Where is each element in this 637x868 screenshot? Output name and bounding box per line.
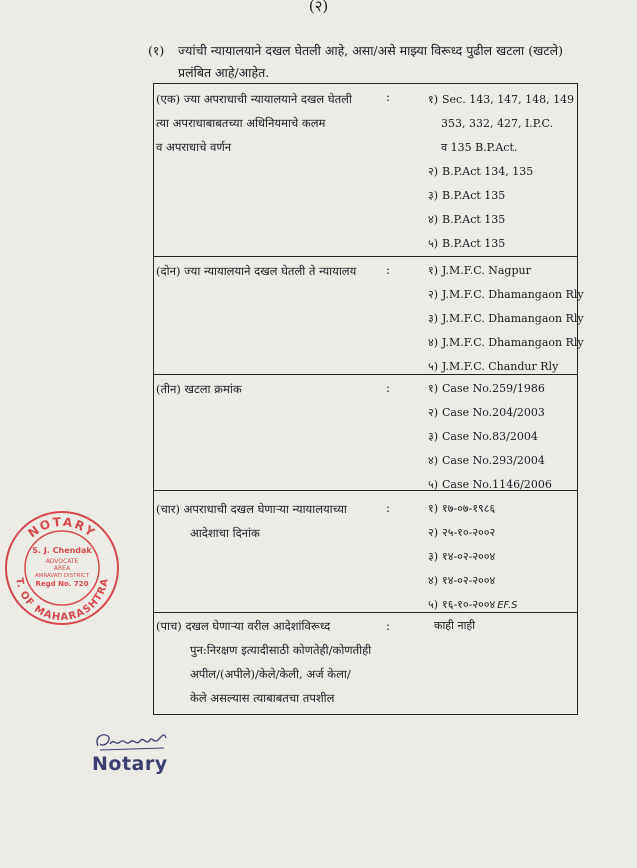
label-line: अपील/(अपीले)/केले/केली, अर्ज केला/: [190, 667, 351, 681]
intro-line-1: ज्यांची न्यायालयाने दखल घेतली आहे, असा/असे माझ्या विरूध्द पुढील खटला (खटले): [178, 43, 563, 58]
list-item: ३) १४-०२-२००४: [427, 550, 496, 563]
stamp-top-text: NOTARY: [25, 514, 99, 541]
section-appeal: [154, 612, 577, 716]
list-item: १) J.M.F.C. Nagpur: [427, 264, 531, 277]
label-line: केले असल्यास त्याबाबतचा तपशील: [190, 691, 335, 705]
section-label: [156, 377, 242, 401]
label-line: त्या अपराधाबाबतच्या अधिनियमाचे कलम: [156, 116, 326, 130]
label-line: (एक) ज्या अपराधाची न्यायालयाने दखल घेतली: [156, 92, 352, 106]
list-item: २) २५-१०-२००२: [427, 526, 496, 539]
list-item: २) Case No.204/2003: [427, 406, 545, 419]
section-items: [416, 259, 584, 379]
notary-label: Notary: [92, 753, 168, 775]
list-item: काही नाही: [434, 619, 476, 632]
list-item: २) B.P.Act 134, 135: [427, 165, 534, 178]
stamp-bottom-text: T. OF MAHARASHTRA: [13, 576, 111, 624]
case-details-table: [153, 83, 584, 715]
section-items: [434, 614, 475, 638]
section-items: [416, 88, 574, 256]
stamp-line2: ADVOCATE: [45, 558, 79, 565]
label-line: (पाच) दखल घेणाऱ्या वरील आदेशांविरूध्द: [156, 619, 331, 633]
section-label: [156, 497, 347, 545]
section-order-date: [154, 490, 577, 612]
section-court: [154, 256, 584, 374]
list-item: ५) १६-१०-२००४ EF.S: [427, 598, 518, 611]
stamp-line3: AREA: [53, 565, 71, 572]
colon: :: [386, 619, 391, 633]
colon: :: [386, 90, 391, 104]
list-item: व 135 B.P.Act.: [441, 141, 518, 154]
list-item: २) J.M.F.C. Dhamangaon Rly: [427, 288, 584, 301]
stamp-line4: AMRAVATI DISTRICT: [34, 573, 90, 579]
list-item: ३) J.M.F.C. Dhamangaon Rly: [427, 312, 584, 325]
notary-stamp: [2, 508, 122, 628]
list-item: ३) B.P.Act 135: [427, 189, 506, 202]
list-item: ३) Case No.83/2004: [427, 430, 538, 443]
section-offence: [154, 84, 577, 256]
stamp-name: S. J. Chendak: [32, 546, 92, 555]
list-item: ५) B.P.Act 135: [427, 237, 506, 250]
section-label: [156, 259, 356, 283]
list-item: ४) १४-०२-२००४: [427, 574, 496, 587]
list-item: १) Case No.259/1986: [427, 382, 545, 395]
list-item: ४) Case No.293/2004: [427, 454, 545, 467]
list-item: १) १७-०७-१९८६: [427, 502, 496, 515]
colon: :: [386, 381, 391, 395]
list-item: ५) J.M.F.C. Chandur Rly: [427, 360, 559, 373]
list-item: ४) B.P.Act 135: [427, 213, 506, 226]
label-line: (तीन) खटला क्रमांक: [156, 382, 242, 396]
page-number: (२): [308, 0, 329, 15]
section-case-number: [154, 374, 577, 490]
label-line: (दोन) ज्या न्यायालयाने दखल घेतली ते न्यायालय: [156, 264, 357, 278]
intro-line-2: प्रलंबित आहे/आहेत.: [178, 65, 270, 80]
label-line: व अपराधाचे वर्णन: [156, 140, 232, 154]
section-items: [416, 377, 552, 497]
colon: :: [386, 263, 391, 277]
section-items: [416, 497, 518, 618]
list-item: १) Sec. 143, 147, 148, 149: [427, 93, 575, 106]
stamp-reg: Regd No. 720: [35, 580, 89, 588]
label-line: आदेशाचा दिनांक: [190, 526, 260, 540]
label-line: पुन:निरक्षण इत्यादीसाठी कोणतेही/कोणतीही: [190, 643, 372, 657]
handwritten-initials: EF.S: [497, 600, 518, 611]
section-label: [156, 614, 371, 710]
list-item: ४) J.M.F.C. Dhamangaon Rly: [427, 336, 584, 349]
colon: :: [386, 501, 391, 515]
label-line: (चार) अपराधाची दखल घेणाऱ्या न्यायालयाच्या: [156, 502, 347, 516]
list-item: ५) Case No.1146/2006: [427, 478, 552, 491]
intro-number: (१): [148, 43, 165, 58]
list-item: 353, 332, 427, I.P.C.: [441, 117, 553, 130]
section-label: [156, 87, 352, 159]
